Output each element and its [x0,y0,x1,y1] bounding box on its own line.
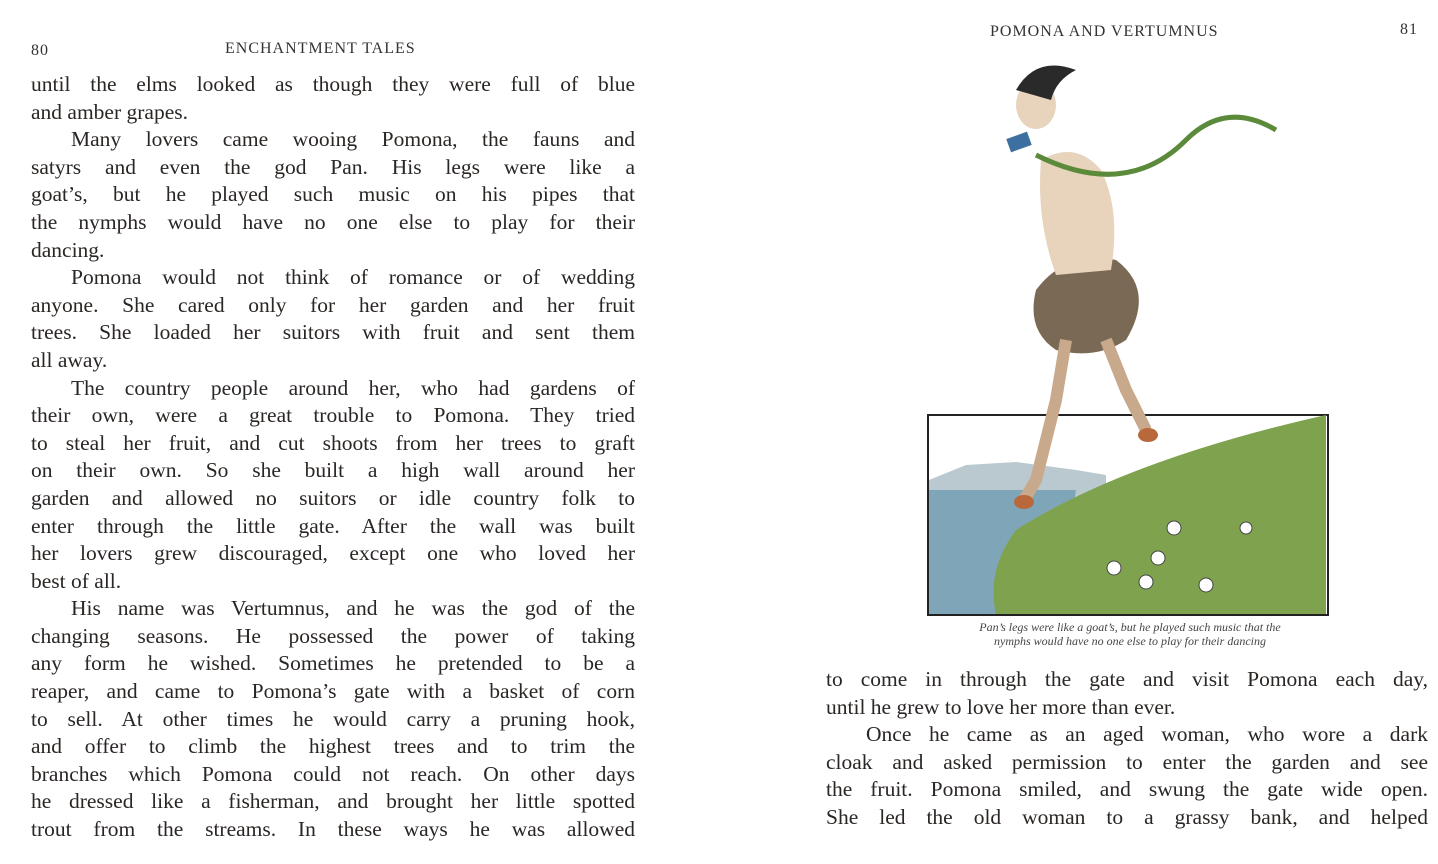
text-line: She led the old woman to a grassy bank, and helped [826,804,1428,829]
text-line: trout from the streams. In these ways he was allowed [31,817,635,842]
text-line: The country people around her, who had gardens of [71,375,635,400]
illustration-caption [920,620,1340,648]
text-line: and offer to climb the highest trees and to trim the [31,734,635,759]
left-running-head: ENCHANTMENT TALES [225,40,416,57]
right-page-number: 81 [1400,21,1418,38]
text-line: until the elms looked as though they were full of blue [31,72,635,96]
text-line: the nymphs would have no one else to play for their [31,209,635,234]
text-line: Pomona would not think of romance or of wedding [71,265,635,290]
text-line: Many lovers came wooing Pomona, the fauns and [71,127,635,152]
text-line: on their own. So she built a high wall around her [31,458,635,483]
pan-illustration [926,60,1330,618]
text-line: any form he wished. Sometimes he pretended to be a [31,651,635,676]
right-running-head: POMONA AND VERTUMNUS [990,23,1219,40]
text-line: goat’s, but he played such music on his pipes that [31,182,635,207]
caption-line: nymphs would have no one else to play for their dancing [994,634,1266,648]
text-line: branches which Pomona could not reach. On other days [31,761,635,786]
text-line: to come in through the gate and visit Pomona each day, [826,667,1428,691]
text-line: anyone. She cared only for her garden and her fruit [31,292,635,317]
left-page-number: 80 [31,42,49,59]
text-line: until he grew to love her more than ever. [826,694,1176,719]
text-line: he dressed like a fisherman, and brought her little spotted [31,789,635,814]
text-line: and amber grapes. [31,99,188,124]
text-line: satyrs and even the god Pan. His legs were like a [31,154,635,179]
text-line: to steal her fruit, and cut shoots from her trees to graft [31,430,635,455]
text-line: Once he came as an aged woman, who wore a dark [866,722,1428,747]
text-line: best of all. [31,568,122,593]
text-line: trees. She loaded her suitors with fruit and sent them [31,320,635,345]
text-line: to sell. At other times he would carry a pruning hook, [31,706,635,731]
text-line: dancing. [31,237,105,262]
text-line: cloak and asked permission to enter the garden and see [826,749,1428,774]
text-line: their own, were a great trouble to Pomona. They tried [31,403,635,428]
text-line: garden and allowed no suitors or idle country folk to [31,485,635,510]
text-line: the fruit. Pomona smiled, and swung the gate wide open. [826,777,1428,802]
left-page-text [31,71,635,844]
right-page-text [826,666,1428,832]
text-line: reaper, and came to Pomona’s gate with a basket of corn [31,679,635,704]
text-line: His name was Vertumnus, and he was the god of the [71,596,635,621]
text-line: enter through the little gate. After the wall was built [31,513,635,538]
text-line: her lovers grew discouraged, except one who loved her [31,541,635,566]
caption-line: Pan’s legs were like a goat’s, but he played such music that the [979,620,1281,634]
text-line: all away. [31,347,108,372]
text-line: changing seasons. He possessed the power of taking [31,623,635,648]
